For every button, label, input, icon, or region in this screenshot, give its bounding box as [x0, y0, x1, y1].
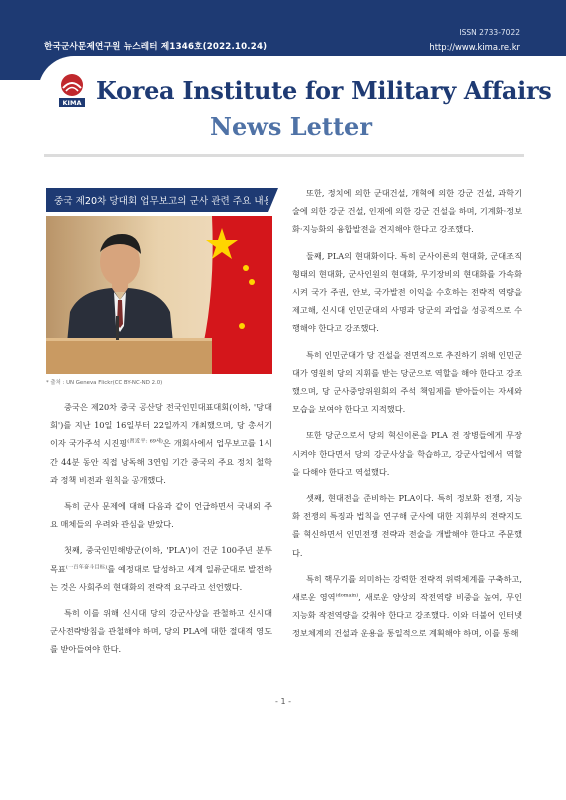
paragraph-text: 중국은 제20차 중국 공산당 전국인민대표대회(이하, '당대회')를 지난 10일 16일부터 22일까지 개최했으며, 당 총서기이자 국가주석 시진핑 — [50, 402, 272, 449]
masthead-title: Korea Institute for Military Affairs — [96, 76, 552, 105]
article-left-column — [50, 398, 272, 667]
paragraph-text: 은 개회사에서 업무보고를 1시간 44분 동안 직접 낭독해 3연임 기간 중국의 주요 정치 철학과 정책 비전과 원칙을 공개했다. — [50, 438, 272, 485]
kima-logo — [56, 72, 88, 110]
paragraph: 셋째, 현대전을 준비하는 PLA이다. 특히 정보화 전쟁, 지능화 전쟁의 특징과 법칙을 연구해 군사에 대한 지휘부의 전략지도를 혁신하면서 인민전쟁 전략과 전술을 개발해야 한다고 주문했다. — [292, 493, 522, 558]
paragraph-text: 특히 핵무기를 의미하는 강력한 전략적 위력체계를 구축하고, 새로운 영역 — [292, 573, 522, 603]
superscript-note: (一百年奋斗目标) — [65, 563, 108, 570]
banner-tail — [268, 188, 278, 212]
masthead-divider — [44, 154, 524, 157]
article-headline-banner — [46, 188, 273, 212]
article-headline: 중국 제20차 당대회 업무보고의 군사 관련 주요 내용 — [54, 196, 273, 207]
photo-caption: * 출처 : UN Geneva Flickr(CC BY-NC-ND 2.0) — [46, 380, 163, 386]
website-link[interactable]: http://www.kima.re.kr — [429, 42, 520, 52]
logo-text: KIMA — [62, 99, 82, 108]
paragraph: 둘째, PLA의 현대화이다. 특히 군사이론의 현대화, 군대조직 형태의 현대화, 군사인원의 현대화, 무기장비의 현대화를 가속화시켜 국가 주권, 안보, 국가발전 이익을 수호하는 전략적 역량을 제고해, 신시대 인민군대의 사명과 당군의 과업을 성공적으로 수행해야 한다고 강조했다. — [292, 250, 522, 334]
paragraph: 또한 당군으로서 당의 혁신이론을 PLA 전 장병들에게 무장시켜야 한다면서 당의 강군사상을 학습하고, 강군사업에서 역할을 다해야 한다고 역설했다. — [292, 430, 522, 477]
superscript-note: (習近平: 69세) — [127, 438, 163, 445]
superscript-note: (domain) — [335, 592, 359, 599]
paragraph: 특히 군사 문제에 대해 다음과 같이 언급하면서 국내외 주요 매체들의 우려와 관심을 받았다. — [50, 501, 272, 530]
paragraph — [50, 541, 272, 596]
paragraph: 특히 이를 위해 신시대 당의 강군사상을 관철하고 신시대 군사전략방침을 관철해야 하며, 당의 PLA에 대한 절대적 영도를 받아들여야 한다. — [50, 608, 272, 655]
paragraph-text: 를 예정대로 달성하고 세계 일류군대로 발전하는 것은 사회주의 현대화의 전략적 요구라고 선언했다. — [50, 563, 273, 592]
paragraph — [50, 398, 272, 489]
paragraph: 또한, 정치에 의한 군대건설, 개혁에 의한 강군 건설, 과학기술에 의한 강군 건설, 인재에 의한 강군 건설을 하며, 기계화·정보화·지능화의 융합발전을 견지해야 한다고 강조했다. — [292, 188, 522, 235]
paragraph-text: 첫째, 중국인민해방군(이하, 'PLA')이 건군 100주년 분투목표 — [50, 545, 272, 574]
article-photo — [46, 216, 272, 374]
issn-label: ISSN 2733-7022 — [459, 28, 520, 37]
masthead-subtitle: News Letter — [210, 112, 372, 141]
article-right-column — [292, 184, 522, 651]
page-number: - 1 - — [275, 697, 291, 706]
paragraph-text: , 새로운 양상의 작전역량 비중을 높여, 무인 지능화 작전역량을 갖춰야 한다고 강조했다. 이와 더불어 인터넷 정보체계의 건설과 운용을 통일적으로 계획해야 하며, 이를 통해 — [292, 592, 523, 639]
paragraph: 특히 인민군대가 당 건설을 전면적으로 추진하기 위해 인민군대가 영원히 당의 지휘를 받는 당군으로 역할을 해야 한다고 강조했으며, 당 군사중앙위원회의 주석 책임제를 받아들이는 자세와 모습을 보여야 한다고 지적했다. — [292, 349, 522, 415]
paragraph — [292, 570, 522, 643]
issue-label: 한국군사문제연구원 뉴스레터 제1346호(2022.10.24) — [44, 42, 268, 52]
